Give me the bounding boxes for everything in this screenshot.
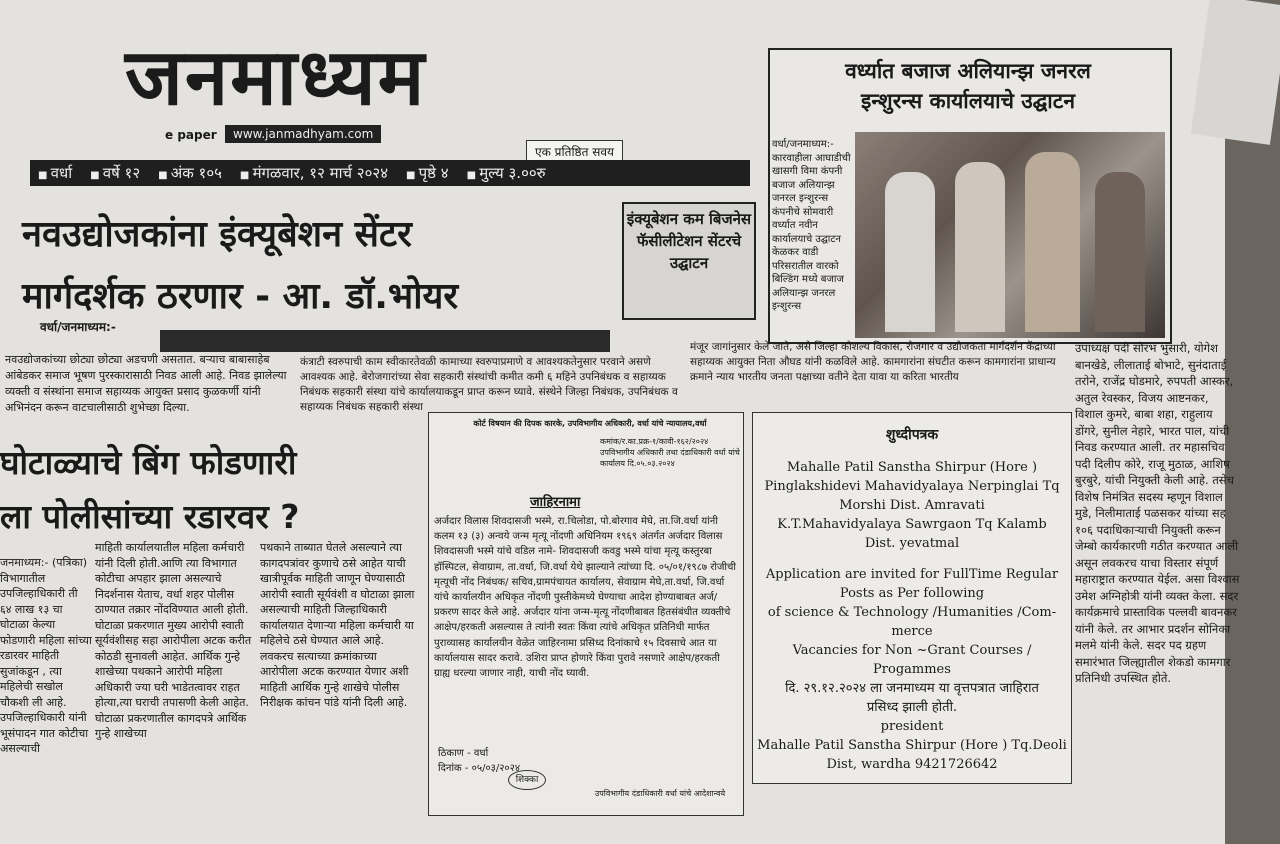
correction-line: Progammes bbox=[873, 662, 951, 677]
notice-place: ठिकाण - वर्धा bbox=[438, 748, 489, 759]
dateline-city: ■ वर्धा bbox=[38, 163, 72, 183]
lead-boxed-subhead: इंक्यूबेशन कम बिजनेस फॅसीलीटेशन सेंटरचे उद्घाटन bbox=[622, 202, 756, 320]
inauguration-photo bbox=[855, 132, 1165, 338]
correction-spacer bbox=[753, 553, 1071, 565]
correction-line: Dist, wardha 9421726642 bbox=[826, 757, 998, 772]
masthead-title: जनमाध्यम bbox=[125, 33, 427, 123]
correction-line: merce bbox=[891, 624, 933, 639]
second-headline bbox=[0, 436, 420, 544]
correction-line: K.T.Mahavidyalaya Sawrgaon Tq Kalamb bbox=[777, 517, 1047, 532]
correction-line: Mahalle Patil Sanstha Shirpur (Hore ) bbox=[786, 460, 1038, 475]
right-story-headline-line1: वर्ध्यात बजाज अलियान्झ जनरल bbox=[845, 59, 1091, 83]
lead-headline bbox=[22, 204, 622, 328]
photo-person bbox=[885, 172, 935, 332]
lead-text: नवउद्योजकांच्या छोट्या छोट्या अडचणी असतात. बऱ्याच बाबासाहेब आंबेडकर समाज भूषण पुरस्कारासाठी निवड आली आहे. निवड झालेल्या व्यक्ती व संस्थांना समाज सहाय्यक आयुक्त प्रसाद कुळकर्णी यांनी अभिनंदन करून वाटचालीसाठी शुभेच्छा दिल्या. bbox=[5, 353, 287, 414]
second-story-col3: पथकाने ताब्यात घेतले असल्याने त्या कागदपत्रांवर कुणाचे ठसे आहेत याची खात्रीपूर्वक माहिती जाणून घेण्यासाठी आरोपी स्वाती सूर्यवंशी व घोटाळा झाला असल्याची माहिती जिल्हाधिकारी कार्यालयात देणाऱ्या महिला कर्मचारी या महिलेचे ठसे घेण्यात आले आहे. लवकरच सत्याच्या क्रमांकाच्या आरोपीला अटक करण्यात येणार अशी माहिती आर्थिक गुन्हे शाखेचे पोलीस निरीक्षक कांचन पांडे यांनी दिली आहे. bbox=[260, 541, 415, 709]
right-story-headline bbox=[776, 56, 1160, 116]
lead-headline-line2: मार्गदर्शक ठरणार - आ. डॉ.भोयर bbox=[22, 276, 459, 317]
correction-line: Application are invited for FullTime Regular bbox=[765, 567, 1059, 582]
notice-signature: उपविभागीय दंडाधिकारी वर्धा यांचे आदेशान्वये bbox=[594, 789, 726, 798]
notice-title: जाहिरनामा bbox=[530, 495, 581, 510]
photo-person bbox=[1025, 152, 1080, 332]
correction-line: प्रसिध्द झाली होती. bbox=[866, 700, 958, 715]
correction-line: Posts as Per following bbox=[839, 586, 985, 601]
website-label: www.janmadhyam.com bbox=[225, 125, 381, 143]
dateline-date: ■ मंगळवार, १२ मार्च २०२४ bbox=[240, 163, 388, 183]
notice-seal: शिक्का bbox=[508, 770, 546, 790]
second-headline-line2: ला पोलीसांच्या रडारवर ? bbox=[0, 497, 300, 536]
lead-byline: वर्धा/जनमाध्यम:- bbox=[40, 320, 116, 334]
notice-body: अर्जदार विलास शिवदासजी भस्मे, रा.चिलोडा, पो.बोरगाव मेघे, ता.जि.वर्धा यांनी कलम १३ (३) अन्वये जन्म मृत्यू नोंदणी अधिनियम १९६९ अंतर्गत अर्जदार विलास शिवदासजी भस्मे यांचे वडिल नामे- शिवदासजी कवडु भस्मे यांचा मृत्यू कस्तुरबा हॉस्पिटल, सेवाग्राम, ता.वर्धा, जि.वर्धा येथे झाल्याने त्यांच्या दि. ०५/०१/१९८७ रोजीची मृत्यूची नोंद निबंधक/ सचिव,ग्रामपंचायत कार्यालय, सेवाग्राम मेघे,ता.वर्धा, जि.वर्धा यांचे कार्यालयीन अधिकृत नोंदणी पुस्तीकेमध्ये घेण्याचा आदेश होण्याबाबत अर्ज/प्रकरण सादर केले आहे. अर्जदार यांना जन्म-मृत्यू नोंदणीबाबत हितसंबंधीत व्यक्तीचे आक्षेप/हरकती असल्यास ते त्यांनी स्वतः किंवा त्यांचे अधिकृत प्रतिनिधी मार्फत पुराव्यासह कार्यालयीन वेळेत जाहिरनामा प्रसिध्द दिनांकाचे १५ दिवसाचे आत या कार्यालयास सादर करावे. उशिरा प्राप्त होणारे किंवा पुरावे नसणारे आक्षेप/हरकती ग्राह्य धरल्या जाणार नाही, याची नोंद घ्यावी. bbox=[434, 516, 736, 680]
dateline-year: ■ वर्षे १२ bbox=[90, 163, 140, 183]
second-headline-line1: घोटाळ्याचे बिंग फोडणारी bbox=[0, 443, 297, 482]
right-column-text: उपाध्यक्ष पदी सौरभ भुसारी, योगेश बानखेडे, लीलाताई बोभाटे, सुनंदाताई तरोने, राजेंद्र घोडमारे, रुपपती आस्कर, अतुल रेवस्कर, विजय आष्टनकर, विशाल कुमरे, बाबा शहा, राहुलाय डोंगरे, सुनील नेहारे, भारत पाल, यांची निवड करण्यात आली. तर महासचिव पदी दिलीप कोरे, राजू मुठाळ, आशिष बुरबुरे, यांची नियुक्ती केली आहे. तसेच विशेष निमंत्रित सदस्य म्हणून विशाल मुडे, निलीमाताई पळसकर यांच्या सह १०६ पदाधिकाऱ्याची नियुक्ती करून जेम्बो कार्यकारणी गठीत करण्यात आली असून लवकरच याचा विस्तार संपूर्ण महाराष्ट्रात करण्यात येईल. असा विश्वास उमेश अग्निहोत्री यांनी व्यक्त केला. सदर कार्यक्रमाचे प्रास्ताविक पल्लवी बावनकर यांनी केले. तर आभार प्रदर्शन सोनिका मलमे यांनी केले. सदर पद ग्रहण समारंभात जिल्ह्यातील शेकडो कामगार प्रतिनिधी उपस्थित होते. bbox=[1075, 341, 1240, 685]
dateline-bar bbox=[30, 160, 750, 186]
tagline: एक प्रतिष्ठित सवय bbox=[526, 140, 623, 163]
middle-text-2: मंजूर जागांनुसार केले जाते, असे जिल्हा कौशल्य विकास, रोजगार व उद्योजकता मार्गदर्शन केंद्राच्या सहाय्यक आयुक्त निता औघड यांनी कळविले आहे. कामगारांना संघटीत करून कामगारांना प्राधान्य क्रमाने न्याय भारतीय जनता पक्षाच्या वतीने देता यावा या करिता भारतीय bbox=[690, 341, 1056, 383]
lead-headline-line1: नवउद्योजकांना इंक्यूबेशन सेंटर bbox=[22, 214, 412, 255]
photo-person bbox=[1095, 172, 1145, 332]
correction-line: Mahalle Patil Sanstha Shirpur (Hore ) Tq.Deoli bbox=[757, 738, 1067, 753]
dateline-issue: ■ अंक १०५ bbox=[158, 163, 222, 183]
second-story-col2: माहिती कार्यालयातील महिला कर्मचारी यांनी दिली होती.आणि त्या विभागात कोटीचा अपहार झाला असल्याचे निदर्शनास येताच, वर्धा शहर पोलीस ठाण्यात तक्रार नोंदविण्यात आली होती. घोटाळा प्रकरणात मुख्य आरोपी स्वाती सूर्यवंशीसह सहा आरोपीला अटक करीत कोठडी सुनावली आहेत. आर्थिक गुन्हे शाखेच्या पथकाने आरोपी महिला अधिकारी ज्या घरी भाडेतत्वावर राहत होत्या,त्या घराची तपासणी केली आहेत. घोटाळा प्रकरणातील कागदपत्रे आर्थिक गुन्हे शाखेच्या bbox=[95, 541, 252, 740]
correction-body bbox=[753, 458, 1071, 774]
epaper-label: e paper bbox=[165, 128, 217, 142]
correction-notice bbox=[752, 412, 1072, 784]
notice-header: कोर्ट विषयान की दिपक कारके, उपविभागीय अधिकारी, वर्धा यांचे न्यायालय,वर्धा bbox=[473, 419, 707, 428]
notice-ref: कमांक/र.का.प्रक्र-१/कावी-१६२/२०२४ उपविभागीय अधिकारी तथा दंडाधिकारी वर्धा यांचे कार्यालय दि.०५.०३.२०२४ bbox=[600, 437, 740, 468]
right-story-headline-line2: इन्शुरन्स कार्यालयाचे उद्घाटन bbox=[861, 89, 1075, 113]
lead-photo-strip bbox=[160, 330, 610, 352]
second-story-col1: जनमाध्यम:- (पत्रिका) विभागातील उपजिल्हाधिकारी ती ६४ लाख १३ चा घोटाळा केल्या फोडणारी महिला सांच्या रडारवर माहिती सुजांकडून , त्या महिलेची सखोल चौकशी ली आहे. उपजिल्हाधिकारी यांनी भूसंपादन गात कोटीचा असल्याची bbox=[0, 556, 92, 755]
dateline-price: ■ मुल्य ३.००रु bbox=[467, 163, 546, 183]
middle-text: कंत्राटी स्वरुपाची काम स्वीकारतेवळी कामाच्या स्वरुपाप्रमाणे व आवश्यकतेनुसार परवाने असणे आवश्यक आहे. बेरोजगारांच्या सेवा सहकारी संस्थांची कमीत कमी ६ महिने उपनिबंधक व सहाय्यक निबंधक सहकारी संस्था यांचे कार्यालयाकडून प्राप्त करून घ्यावे. संस्थेने जिल्हा निबंधक, उपनिबंधक व सहाय्यक निबंधक सहकारी संस्था bbox=[300, 356, 678, 413]
correction-line: दि. २९.१२.२०२४ ला जनमाध्यम या वृत्तपत्रात जाहिरात bbox=[785, 681, 1039, 696]
right-story-text: वर्धा/जनमाध्यम:- कारवाहीला आघाडीची खासगी विमा कंपनी बजाज अलियान्झ जनरल इन्शुरन्स कंपनीचे सोमवारी वर्ध्यात नवीन कार्यालयाचे उद्घाटन केळकर वाडी परिसरातील वारको बिल्डिंग मध्ये बजाज अलियान्झ जनरल इन्शुरन्स bbox=[772, 139, 851, 312]
correction-line: Morshi Dist. Amravati bbox=[839, 498, 985, 513]
correction-line: Dist. yevatmal bbox=[864, 536, 960, 551]
correction-title: शुध्दीपत्रक bbox=[885, 427, 939, 443]
dateline-pages: ■ पृष्ठे ४ bbox=[406, 163, 449, 183]
correction-line: Vacancies for Non ~Grant Courses / bbox=[792, 643, 1032, 658]
correction-line: of science & Technology /Humanities /Com- bbox=[767, 605, 1057, 620]
correction-line: president bbox=[880, 719, 944, 734]
photo-person bbox=[955, 162, 1005, 332]
notice-date: दिनांक - ०५/०३/२०२४ bbox=[438, 763, 521, 774]
correction-line: Pinglakshidevi Mahavidyalaya Nerpinglai Tq bbox=[764, 479, 1060, 494]
